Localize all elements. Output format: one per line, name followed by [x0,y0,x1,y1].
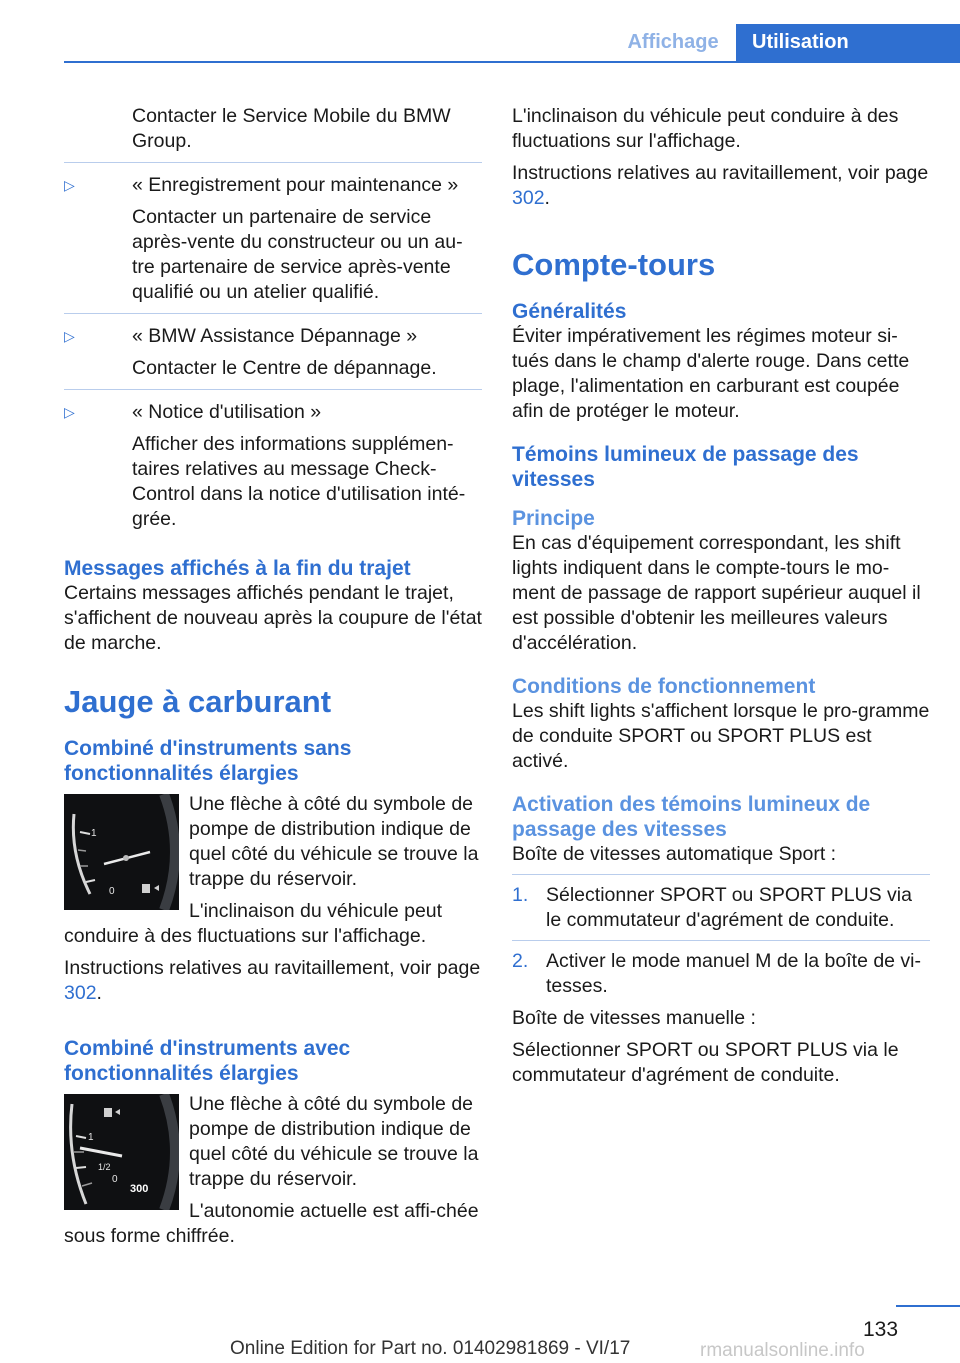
body-text: Une flèche à côté du symbole de pompe de distribution indique de quel côté du véhicule se trouve la trappe du réservoir. [189,1093,479,1190]
body-text: Certains messages affichés pendant le trajet, s'affichent de nouveau après la coupure de l'état de marche. [64,582,482,654]
page-number: 133 [863,1318,899,1341]
page-link[interactable]: 302 [512,187,545,209]
chapter-heading: Compte-tours [512,247,716,282]
bullet-triangle-icon: ▷ [64,177,75,193]
steps-list [512,883,930,999]
bullet-desc: Contacter un partenaire de service après-vente du constructeur ou un au-tre partenaire de service après-vente qualifié ou un atelier qualifié. [132,206,463,303]
body-text: Instructions relatives au ravitaillement, voir page 302. [512,162,929,209]
divider [64,313,482,314]
svg-text:0: 0 [109,886,115,897]
body-text: L'autonomie actuelle est affi-chée sous forme chiffrée. [64,1200,479,1247]
body-text: En cas d'équipement correspondant, les shift lights indiquent dans le compte-tours le mo-ment de passage de rapport supérieur auquel il est possible d'obtenir les meilleures valeurs d'accélération. [512,532,921,654]
body-text: Éviter impérativement les régimes moteur si-tués dans le champ d'alerte rouge. Dans cette plage, l'alimentation en carburant est coupée afin de protéger le moteur. [512,325,910,422]
figure-block [64,792,482,1006]
body-text: Les shift lights s'affichent lorsque le pro-gramme de conduite SPORT ou SPORT PLUS est activé. [512,700,930,772]
step-text: Sélectionner SPORT ou SPORT PLUS via le commutateur d'agrément de conduite. [546,884,912,931]
body-text: Boîte de vitesses manuelle : [512,1007,756,1029]
section-heading: Combiné d'instruments sans fonctionnalités élargies [64,737,352,785]
svg-text:1: 1 [91,828,97,839]
bullet-desc: Contacter le Centre de dépannage. [132,357,437,379]
bullet-triangle-icon: ▷ [64,328,75,344]
watermark: rmanualsonline.info [700,1340,865,1361]
bullet-title: « Enregistrement pour maintenance » [132,174,459,196]
service-mobile-text: Contacter le Service Mobile du BMW Group. [132,105,451,152]
divider [512,874,930,875]
list-item [512,940,930,999]
divider [64,162,482,163]
section-heading: Combiné d'instruments avec fonctionnalités élargies [64,1037,351,1085]
bullet-triangle-icon: ▷ [64,404,75,420]
fuel-gauge-extended-icon [64,1094,179,1210]
step-text: Activer le mode manuel M de la boîte de vi-tesses. [546,950,922,997]
subsection-heading: Activation des témoins lumineux de passage des vitesses [512,793,871,841]
body-text: L'inclinaison du véhicule peut conduire à des fluctuations sur l'affichage. [512,105,899,152]
step-number: 2. [512,950,529,972]
svg-text:0: 0 [112,1174,118,1185]
right-column [512,104,930,1095]
fuel-gauge-image [64,794,179,910]
body-text: Une flèche à côté du symbole de pompe de distribution indique de quel côté du véhicule se trouve la trappe du réservoir. [189,793,479,890]
svg-text:1: 1 [88,1132,94,1143]
body-text: Instructions relatives au ravitaillement, voir page 302. [64,957,481,1004]
list-item [512,883,930,933]
left-column [64,104,482,1256]
subsection-heading: Conditions de fonctionnement [512,675,816,698]
figure-block [64,1092,482,1249]
header-rule [64,61,960,63]
header-tab-utilisation[interactable]: Utilisation [736,24,960,63]
list-item [64,400,482,532]
section-heading: Témoins lumineux de passage des vitesses [512,443,859,491]
list-item [64,173,482,305]
divider [64,389,482,390]
fuel-gauge-extended-image [64,1094,179,1210]
section-heading: Messages affichés à la fin du trajet [64,557,411,580]
svg-text:300: 300 [130,1183,149,1195]
bullet-title: « Notice d'utilisation » [132,401,322,423]
body-text: L'inclinaison du véhicule peut conduire à des fluctuations sur l'affichage. [64,900,443,947]
bullet-title: « BMW Assistance Dépannage » [132,325,418,347]
list-item [64,324,482,381]
page-link[interactable]: 302 [64,982,97,1004]
body-text: Sélectionner SPORT ou SPORT PLUS via le commutateur d'agrément de conduite. [512,1039,899,1086]
chapter-heading: Jauge à carburant [64,684,332,719]
section-heading: Généralités [512,300,627,323]
fuel-gauge-icon [64,794,179,910]
footer-rule [896,1305,960,1307]
svg-text:1/2: 1/2 [98,1162,111,1172]
header-tab-affichage[interactable]: Affichage [627,31,719,53]
bullet-desc: Afficher des informations supplémen-taires relatives au message Check-Control dans la notice d'utilisation inté-grée. [132,433,466,530]
step-number: 1. [512,884,529,906]
edition-footer: Online Edition for Part no. 01402981869 - VI/17 [230,1338,631,1359]
subsection-heading: Principe [512,507,595,530]
body-text: Boîte de vitesses automatique Sport : [512,843,837,865]
